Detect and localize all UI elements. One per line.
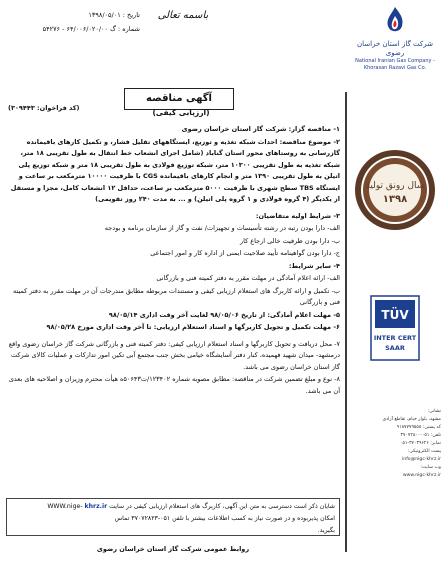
item-initial-conditions: ۳- شرایط اولیه متقاضیان: bbox=[255, 211, 340, 220]
date-label: تاریخ : bbox=[122, 11, 140, 19]
info-line-2: امکان پذیربوده و در صورت نیاز به کسب اطلاعات بیشتر با تلفن ۰۵۱-۳۷۰۷۲۸۲۳ تماس bbox=[114, 515, 335, 522]
tuv-icon bbox=[365, 292, 425, 364]
item-other-a: الف- ارائه اعلام آمادگی در مهلت مقرر به دفتر کمیته فنی و بازرگانی bbox=[156, 274, 340, 282]
info-box bbox=[6, 498, 340, 536]
contact-info bbox=[349, 408, 441, 480]
tuv-sub: INTER CERT bbox=[373, 334, 417, 342]
item-readiness-deadline: ۵- مهلت اعلام آمادگی: از تاریخ ۹۸/۰۵/۰۶ لغایت آخر وقت اداری ۹۸/۰۵/۱۴ bbox=[108, 310, 340, 319]
basmala-heading: باسمه تعالی bbox=[157, 10, 209, 21]
tuv-certificate-logo bbox=[365, 292, 425, 364]
contact-line: وب سایت: bbox=[420, 465, 441, 470]
info-line-1 bbox=[11, 501, 335, 513]
item-other-conditions: ۴- سایر شرایط: bbox=[288, 261, 340, 270]
item-guarantee: ۸- نوع و مبلغ تضمین شرکت در مناقصه: مطابق مصوبه شماره ۱۲۳۴۰۲/ت۵۰۶۴۳ه هیأت محترم وزیران و اصلاحیه های بعدی آن می باشد. bbox=[8, 375, 340, 395]
contact-line: مشهد، بلوار خیام، تقاطع آزادی bbox=[382, 417, 441, 422]
contact-line: کد پستی: ۹۱۸۷۷۷۹۵۵۸ bbox=[396, 425, 441, 430]
item-tender-holder: ۱- مناقصه گزار: شرکت گاز استان خراسان رضوی bbox=[181, 125, 340, 133]
item-other-b: ب- تکمیل و ارائه کاربرگ های استعلام ارزیابی کیفی و مستندات مربوطه مطابق مندرجات آن در مهلت مقرر به دفتر کمیته فنی و بازرگانی bbox=[13, 286, 340, 306]
contact-email[interactable]: info@nigc-khrz.ir bbox=[402, 457, 441, 462]
letter-meta bbox=[10, 8, 140, 36]
footer-signature: روابط عمومی شرکت گاز استان خراسان رضوی bbox=[96, 545, 250, 553]
item-condition-c: ج- دارا بودن گواهینامه تأیید صلاحیت ایمنی از اداره کار و امور اجتماعی bbox=[150, 249, 340, 257]
badge-year: ۱۳۹۸ bbox=[382, 194, 408, 205]
contact-line: نمابر: ۳۷۰۳۹۶۲۶-۰۵۱ bbox=[400, 441, 441, 446]
ad-subtitle: (ارزیابی کیفی) bbox=[152, 108, 210, 117]
ad-title: آگهی مناقصه bbox=[124, 88, 234, 110]
contact-line: نشانی: bbox=[427, 409, 441, 414]
info-text-1: شایان ذکر است دسترسی به متن این آگهی، کاربرگ های استعلام ارزیابی کیفی در سایت WWW.nige- bbox=[47, 503, 335, 510]
year-badge-emblem bbox=[353, 148, 437, 232]
gas-flame-icon bbox=[382, 6, 408, 36]
item-condition-a: الف- دارا بودن رتبه در رشته تأسیسات و تجهیزات/ نفت و گاز از سازمان برنامه و بودجه bbox=[104, 224, 340, 232]
ad-body bbox=[6, 124, 340, 398]
date-row bbox=[10, 8, 140, 22]
sidebar-divider bbox=[345, 92, 347, 552]
sidebar bbox=[345, 0, 445, 576]
call-number: (کد فراخوان: ۳۰۹۴۴۳) bbox=[8, 104, 80, 112]
badge-text: سال رونق تولید bbox=[365, 181, 425, 191]
number-label: شماره : bbox=[118, 25, 140, 33]
tuv-sub2: SAAR bbox=[385, 344, 405, 352]
website-link[interactable]: khrz.ir bbox=[84, 503, 108, 510]
company-name: شرکت گاز استان خراسان رضوی bbox=[357, 40, 433, 57]
tuv-brand: TÜV bbox=[381, 308, 409, 322]
company-name-en: National Iranian Gas Company - Khorasan Razavi Gas Co. bbox=[355, 58, 435, 71]
item-delivery-place: ۷- محل دریافت و تحویل کاربرگها و اسناد استعلام ارزیابی کیفی: دفتر کمیته فنی و بازرگانی شرکت گاز خراسان رضوی واقع درمشهد- میدان شهید فهمیده، کنار دفتر آسایشگاه خیامی بخش جنب مجتمع آبی تکین امور تدارکات و عملیات کالای شرکت گاز استان خراسان رضوی می باشد. bbox=[8, 339, 340, 371]
item-condition-b: ب- دارا بودن ظرفیت خالی ارجاع کار bbox=[240, 236, 340, 245]
contact-line: تلفن: ۰۵۱-۳۷۰۷۲۸۰۰ bbox=[400, 433, 441, 438]
contact-website[interactable]: www.nigc-khrz.ir bbox=[402, 473, 441, 478]
number-value: گ ۶۴/۰۰۶/۰۲۰/۰۰ - ۵۴۲۷۶ bbox=[42, 25, 116, 33]
item-submission-deadline: ۶- مهلت تکمیل و تحویل کاربرگها و اسناد استعلام ارزیابی: تا آخر وقت اداری مورخ ۹۸/۰۵/۲۸ bbox=[46, 323, 340, 331]
item-subject: ۲- موضوع مناقصه: احداث شبکه تغذیه و توزیع، ایستگاههای تقلیل فشار، و تکمیل کارهای باقیمانده گازرسانی به روستاهای محور استان گناباد (شامل اجرای انشعاب خط انتقال به طول تقریبی ۱۸ متر، شبکه تغذیه به طول تقریبی ۱۰۳۰۰ متر، شبکه توزیع فولادی به طول تقریبی ۱۸ متر و شبکه توزیع پلی اتیلن به طول تقریبی ۱۳۹۰ متر و انجام کارهای باقیمانده CGS با ظرفیت ۱۰۰۰۰ مترمکعب بر ساعت و ایستگاه TBS سطح شهری با ظرفیت ۵۰۰۰ مترمکعب بر ساعت، حداقل ۱۲ انشعاب کامل، مجزا و مستقل از یکدیگر (۴ گروه فولادی و ۱ گروه پلی اتیلن) و ... به مدت ۲۴۰ روز تقویمی) bbox=[10, 137, 340, 203]
main-column bbox=[6, 0, 340, 576]
date-value: ۱۳۹۸/۰۵/۰۱ bbox=[88, 11, 121, 19]
info-line-3: بگیرید. bbox=[317, 527, 335, 534]
number-row bbox=[10, 22, 140, 36]
contact-line: پست الکترونیکی: bbox=[407, 449, 441, 454]
company-logo bbox=[351, 6, 439, 72]
